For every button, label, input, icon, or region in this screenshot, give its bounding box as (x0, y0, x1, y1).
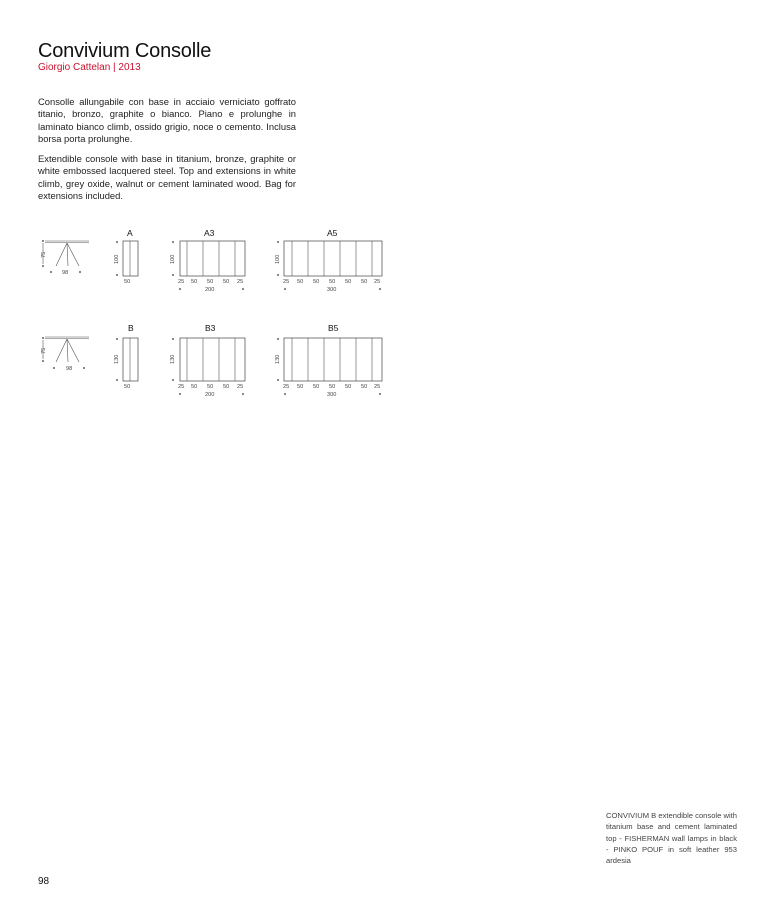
a3-seg-2: 50 (191, 279, 198, 285)
table-b3 (170, 323, 245, 398)
b5-seg-2: 50 (297, 384, 304, 390)
b-depth: 130 (114, 354, 120, 364)
row-a-side-view (41, 240, 89, 276)
row-b-width-label: 98 (66, 366, 73, 372)
a3-seg-4: 50 (223, 279, 230, 285)
table-b-closed (114, 323, 138, 390)
b3-seg-1: 25 (178, 384, 185, 390)
photo-caption: CONVIVIUM B extendible console with titanium base and cement laminated top - FISHERMAN wall lamps in black - PINKO POUF in soft leather 953 ardesia (606, 811, 737, 866)
label-b3: B3 (205, 323, 216, 333)
label-b5: B5 (328, 323, 339, 333)
label-a3: A3 (204, 228, 215, 238)
a5-total: 300 (327, 287, 337, 293)
b5-seg-4: 50 (329, 384, 336, 390)
b5-total: 300 (327, 392, 337, 398)
b3-seg-5: 25 (237, 384, 244, 390)
table-a5 (275, 228, 382, 293)
page-title: Convivium Consolle (38, 40, 212, 62)
a5-seg-1: 25 (283, 279, 290, 285)
label-b: B (128, 323, 134, 333)
description-italian: Consolle allungabile con base in acciaio verniciato goffrato titanio, bronzo, graphite o bianco. Piano e prolunghe in laminato bianco climb, ossido grigio, noce o cemento. Inclusa borsa porta prolunghe. (38, 96, 296, 145)
b-width: 50 (124, 384, 131, 390)
b5-seg-3: 50 (313, 384, 320, 390)
b3-seg-2: 50 (191, 384, 198, 390)
a5-seg-6: 50 (361, 279, 368, 285)
b5-seg-6: 50 (361, 384, 368, 390)
b3-seg-3: 50 (207, 384, 214, 390)
description-english: Extendible console with base in titanium, bronze, graphite or white embossed lacquered steel. Top and extensions in white climb, grey oxide, walnut or cement laminated wood. Bag for extensions included. (38, 153, 296, 202)
a-width: 50 (124, 279, 131, 285)
a3-depth: 100 (170, 254, 176, 264)
a3-seg-1: 25 (178, 279, 185, 285)
row-a-height-label: 75 (41, 251, 47, 258)
table-b5 (275, 323, 382, 398)
a5-seg-2: 50 (297, 279, 304, 285)
b5-depth: 130 (275, 354, 281, 364)
a-depth: 100 (114, 254, 120, 264)
a3-seg-3: 50 (207, 279, 214, 285)
b5-seg-7: 25 (374, 384, 381, 390)
row-b-height-label: 75 (41, 347, 47, 354)
a5-depth: 100 (275, 254, 281, 264)
page-number: 98 (38, 876, 50, 887)
row-a-width-label: 98 (62, 270, 69, 276)
label-a: A (127, 228, 133, 238)
b3-total: 200 (205, 392, 215, 398)
label-a5: A5 (327, 228, 338, 238)
designer-year: Giorgio Cattelan | 2013 (38, 62, 141, 73)
a3-seg-5: 25 (237, 279, 244, 285)
table-a-closed (114, 228, 138, 285)
b5-seg-1: 25 (283, 384, 290, 390)
b5-seg-5: 50 (345, 384, 352, 390)
row-b-side-view (41, 337, 89, 372)
a3-total: 200 (205, 287, 215, 293)
b3-seg-4: 50 (223, 384, 230, 390)
b3-depth: 130 (170, 354, 176, 364)
a5-seg-3: 50 (313, 279, 320, 285)
table-a3 (170, 228, 245, 293)
a5-seg-7: 25 (374, 279, 381, 285)
a5-seg-4: 50 (329, 279, 336, 285)
a5-seg-5: 50 (345, 279, 352, 285)
